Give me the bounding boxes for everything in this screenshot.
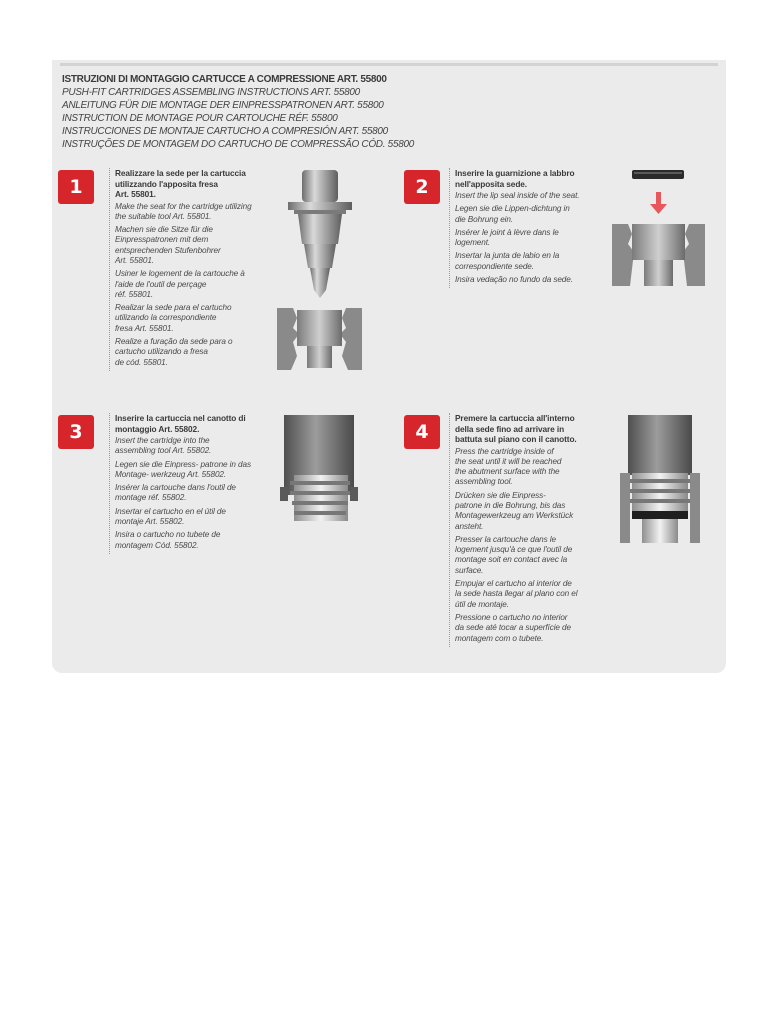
lead-line: Inserire la guarnizione a labbro (455, 168, 575, 178)
step-3-lead (115, 413, 280, 434)
step-2-lead (455, 168, 605, 189)
text-line: the seat until it will be reached (455, 456, 562, 466)
text-line: entsprechenden Stufenbohrer (115, 245, 221, 255)
text-line: da sede até tocar a superfície de (455, 623, 571, 633)
step-1-english (115, 202, 280, 223)
seat-wall-left (277, 308, 299, 370)
text-line: montaje Art. 55802. (115, 517, 185, 527)
text-line: surface. (455, 565, 484, 575)
lead-line: Premere la cartuccia all'interno (455, 413, 575, 423)
seat-bore (632, 224, 685, 260)
lead-line: nell'apposita sede. (455, 178, 528, 189)
lead-line: Art. 55801. (115, 189, 156, 199)
text-line: la sede hasta llegar al plano con el (455, 589, 578, 599)
text-line: ansteht. (455, 521, 484, 531)
step-3-text (109, 413, 280, 554)
step-1-french (115, 269, 280, 300)
drill-collar-lip (294, 210, 346, 214)
text-line: Empujar el cartucho al interior de (455, 579, 572, 589)
text-line: cartucho utilizando a fresa (115, 347, 208, 357)
drill-collar (288, 202, 352, 210)
step-2-badge: 2 (404, 170, 440, 204)
step-3-french (115, 483, 280, 504)
text-line: l'aide de l'outil de perçage (115, 279, 207, 289)
seat-wall-left (620, 473, 630, 543)
lead-line: montaggio Art. 55802. (115, 423, 200, 434)
lead-line: Inserire la cartuccia nel canotto di (115, 413, 246, 423)
tool-lip-left (280, 487, 288, 501)
text-line: montage réf. 55802. (115, 493, 187, 503)
title-block (62, 73, 662, 151)
text-line: die Bohrung ein. (455, 214, 514, 224)
instruction-panel (52, 60, 726, 673)
text-line: Realize a furação da sede para o (115, 337, 233, 347)
step-2-text (449, 168, 605, 288)
step-4-english (455, 447, 605, 488)
down-arrow-icon (650, 204, 667, 214)
step-2-english (455, 191, 605, 201)
step-4-badge: 4 (404, 415, 440, 449)
text-line: assembling tool. (455, 477, 513, 487)
title-english: PUSH-FIT CARTRIDGES ASSEMBLING INSTRUCTIONS ART. 55800 (62, 87, 360, 98)
tool-lip-right (350, 487, 358, 501)
lip-seal (632, 170, 684, 179)
step-1-german (115, 225, 280, 266)
text-line: correspondiente sede. (455, 261, 534, 271)
down-arrow-shaft (656, 192, 661, 204)
text-line: Legen sie die Lippen-dichtung in (455, 204, 570, 214)
lip-seal-highlight (634, 172, 682, 174)
title-french: INSTRUCTION DE MONTAGE POUR CARTOUCHE RÉF. 55800 (62, 113, 338, 124)
seat-section-illustration (277, 308, 362, 370)
seat-bore-lower (307, 346, 332, 368)
lead-line: utilizzando l'apposita fresa (115, 178, 218, 189)
text-line: Pressione o cartucho no interior (455, 612, 568, 622)
text-line: patrone in die Bohrung, bis das (455, 500, 566, 510)
text-line: Art. 55801. (115, 255, 154, 265)
step-3-german (115, 460, 280, 481)
text-line: Realizar la sede para el cartucho (115, 303, 232, 313)
step-1-portuguese (115, 337, 280, 368)
seat-wall-right (690, 473, 700, 543)
text-line: Insert the lip seal inside of the seat. (455, 191, 580, 200)
seat-bore (297, 310, 342, 346)
step-2-portuguese (455, 275, 605, 285)
drill-shank (302, 170, 338, 202)
step-drill-illustration (284, 168, 356, 303)
step-4-portuguese (455, 613, 605, 644)
text-line: the abutment surface with the (455, 467, 560, 477)
step-1-badge: 1 (58, 170, 94, 204)
step-3-spanish (115, 507, 280, 528)
lip-seal (632, 511, 688, 519)
top-divider (60, 63, 718, 66)
step-4-spanish (455, 579, 605, 610)
text-line: de cód. 55801. (115, 357, 168, 367)
text-line: Einpresspatronen mit dem (115, 235, 209, 245)
step-4-lead (455, 413, 605, 445)
cartridge-rib (630, 479, 690, 483)
text-line: Insira vedação no fundo da sede. (455, 275, 573, 285)
text-line: Make the seat for the cartridge utilizing (115, 201, 252, 211)
text-line: Presser la cartouche dans le (455, 534, 556, 544)
text-line: Insert the cartridge into the (115, 436, 210, 445)
step-1-spanish (115, 303, 280, 334)
text-line: Machen sie die Sitze für die (115, 225, 213, 235)
drill-step-1 (298, 214, 342, 244)
lead-line: della sede fino ad arrivare in (455, 423, 565, 434)
cartridge-rib (294, 511, 346, 515)
text-line: Insérer la cartouche dans l'outil de (115, 483, 236, 493)
text-line: Press the cartridge inside of (455, 446, 554, 456)
text-line: Drücken sie die Einpress- (455, 490, 546, 500)
cartridge-rib (290, 481, 350, 485)
lead-line: battuta sul piano con il canotto. (455, 434, 577, 444)
text-line: fresa Art. 55801. (115, 323, 174, 333)
tool-tube (628, 415, 692, 475)
step-2-spanish (455, 251, 605, 272)
drill-step-2 (304, 244, 336, 268)
seat-wall-right (340, 308, 362, 370)
text-line: montagem Cód. 55802. (115, 540, 199, 550)
text-line: Usiner le logement de la cartouche à (115, 269, 245, 279)
title-italian: ISTRUZIONI DI MONTAGGIO CARTUCCE A COMPRESSIONE ART. 55800 (62, 74, 387, 85)
seat-wall-right (683, 224, 705, 286)
step-2-french (455, 228, 605, 249)
text-line: logement jusqu'à ce que l'outil de (455, 545, 573, 555)
cartridge-rib (292, 501, 348, 505)
lead-line: Realizzare la sede per la cartuccia (115, 168, 246, 178)
text-line: Insira o cartucho no tubete de (115, 530, 221, 540)
step-4-german (455, 491, 605, 532)
step-4-text (449, 413, 605, 647)
text-line: Insertar el cartucho en el útil de (115, 506, 226, 516)
step-2-german (455, 204, 605, 225)
seat-wall-left (612, 224, 634, 286)
cartridge-rib (630, 489, 690, 493)
text-line: logement. (455, 238, 491, 248)
step-1-lead (115, 168, 280, 200)
text-line: Montagewerkzeug am Werkstück (455, 511, 574, 521)
text-line: montagem com o tubete. (455, 633, 544, 643)
step-3-portuguese (115, 530, 280, 551)
lip-seal-illustration (612, 168, 707, 288)
seat-bore-lower (644, 260, 673, 286)
title-portuguese: INSTRUÇÕES DE MONTAGEM DO CARTUCHO DE COMPRESSÃO CÓD. 55800 (62, 139, 414, 150)
text-line: assembling tool Art. 55802. (115, 446, 212, 456)
step-1-text (109, 168, 280, 371)
step-4-french (455, 535, 605, 576)
text-line: utilizando la correspondiente (115, 313, 217, 323)
drill-tip (310, 268, 330, 298)
seat-bore-lower (642, 519, 678, 543)
assembling-tool-illustration (280, 415, 360, 523)
text-line: útil de montaje. (455, 599, 509, 609)
text-line: réf. 55801. (115, 289, 154, 299)
step-3-english (115, 436, 280, 457)
text-line: Insertar la junta de labio en la (455, 251, 560, 261)
cartridge-pressed-illustration (620, 415, 700, 545)
text-line: the suitable tool Art. 55801. (115, 211, 212, 221)
title-spanish: INSTRUCCIONES DE MONTAJE CARTUCHO A COMPRESIÓN ART. 55800 (62, 126, 388, 137)
step-3-badge: 3 (58, 415, 94, 449)
text-line: Montage- werkzeug Art. 55802. (115, 469, 227, 479)
text-line: Insérer le joint à lèvre dans le (455, 227, 559, 237)
title-german: ANLEITUNG FÜR DIE MONTAGE DER EINPRESSPATRONEN ART. 55800 (62, 100, 384, 111)
text-line: montage soit en contact avec la (455, 555, 568, 565)
text-line: Legen sie die Einpress- patrone in das (115, 459, 251, 469)
cartridge-rib (630, 499, 690, 503)
cartridge-rib (290, 491, 350, 495)
